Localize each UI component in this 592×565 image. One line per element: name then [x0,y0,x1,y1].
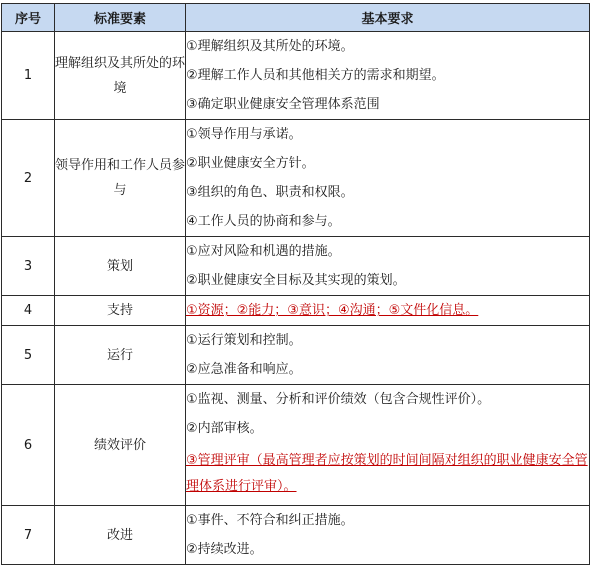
row-element: 运行 [55,326,186,385]
header-requirement: 基本要求 [186,4,590,32]
row-requirements [186,32,590,120]
table-row [2,326,590,385]
row-element: 领导作用和工作人员参与 [55,120,186,237]
row-requirements [186,237,590,296]
requirement-item-highlighted: ①资源；②能力；③意识；④沟通；⑤文件化信息。 [186,303,479,318]
requirement-item: ①监视、测量、分析和评价绩效（包含合规性评价）。 [186,392,491,407]
row-requirements [186,296,590,326]
requirement-item: ③确定职业健康安全管理体系范围 [186,97,380,112]
row-requirements [186,385,590,506]
table-row [2,32,590,120]
row-element: 改进 [55,506,186,565]
row-element: 理解组织及其所处的环境 [55,32,186,120]
requirement-item: ①理解组织及其所处的环境。 [186,39,354,54]
requirement-item-highlighted: ③管理评审（最高管理者应按策划的时间间隔对组织的职业健康安全管理体系进行评审）。 [186,453,588,494]
row-number: 4 [2,296,55,326]
requirement-item: ①运行策划和控制。 [186,333,302,348]
requirements-table [1,3,590,565]
row-element: 支持 [55,296,186,326]
requirement-item: ②职业健康安全方针。 [186,156,315,171]
row-requirements [186,326,590,385]
row-number: 6 [2,385,55,506]
table-row [2,120,590,237]
row-requirements [186,506,590,565]
requirement-item: ①应对风险和机遇的措施。 [186,244,341,259]
table-row [2,506,590,565]
requirement-item: ①领导作用与承诺。 [186,127,302,142]
table-row [2,385,590,506]
row-number: 2 [2,120,55,237]
row-number: 7 [2,506,55,565]
table-row [2,237,590,296]
requirement-item: ③组织的角色、职责和权限。 [186,185,354,200]
table-row [2,296,590,326]
row-number: 5 [2,326,55,385]
row-element: 策划 [55,237,186,296]
header-element: 标准要素 [55,4,186,32]
row-requirements [186,120,590,237]
row-number: 1 [2,32,55,120]
row-element: 绩效评价 [55,385,186,506]
header-seq: 序号 [2,4,55,32]
requirement-item: ①事件、不符合和纠正措施。 [186,513,354,528]
header-row [2,4,590,32]
row-number: 3 [2,237,55,296]
requirement-item: ②职业健康安全目标及其实现的策划。 [186,273,406,288]
requirement-item: ②持续改进。 [186,542,263,557]
requirement-item: ④工作人员的协商和参与。 [186,214,341,229]
requirement-item: ②理解工作人员和其他相关方的需求和期望。 [186,68,445,83]
requirement-item: ②应急准备和响应。 [186,362,302,377]
requirement-item: ②内部审核。 [186,421,263,436]
